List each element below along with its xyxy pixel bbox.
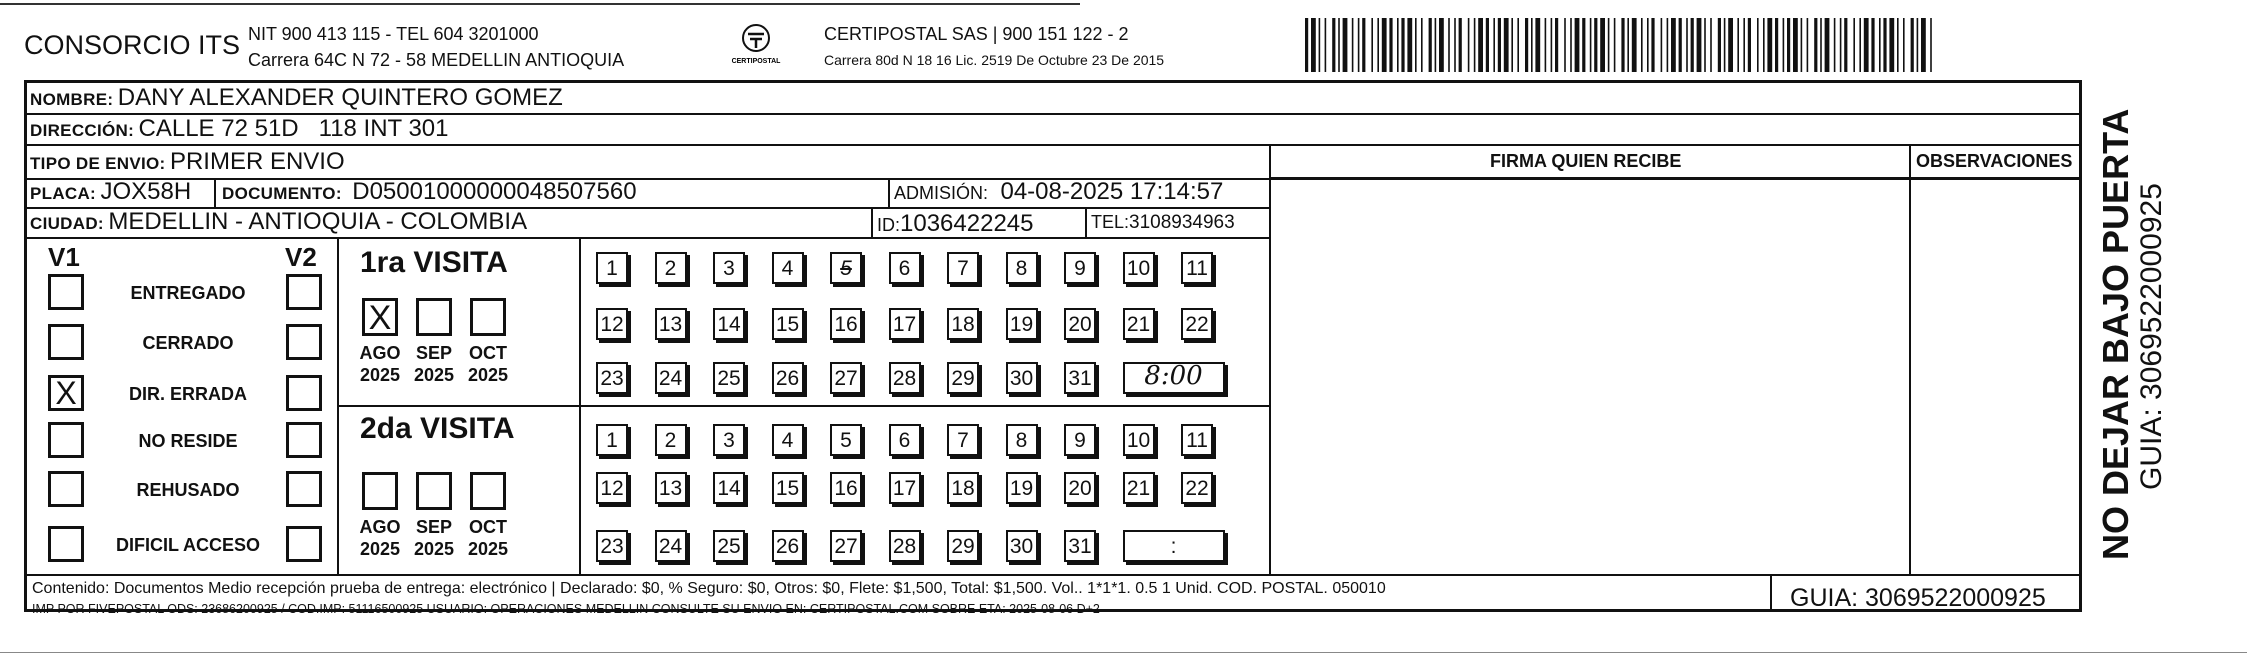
barcode-bar [1763,18,1765,72]
day-box[interactable]: 22 [1181,308,1213,340]
v1-label: V1 [48,242,80,272]
year-label: 2025 [467,365,509,385]
day-box[interactable]: 9 [1064,252,1096,284]
status-label: DIR. ERRADA [128,384,247,404]
barcode-bar [1814,18,1817,72]
barcode-bar [1608,18,1610,72]
barcode-bar [1511,18,1513,72]
month-checkbox[interactable] [416,298,452,336]
day-box[interactable]: 9 [1064,424,1096,456]
barcode-bar [1371,18,1373,72]
barcode-bar [1382,18,1387,72]
barcode-bar [1686,18,1688,72]
barcode-bar [1757,18,1759,72]
day-box[interactable]: 3 [713,252,745,284]
barcode-bar [1377,18,1379,72]
day-box[interactable]: 24 [655,530,687,562]
v1-checkbox[interactable] [48,471,84,507]
barcode-bar [1679,18,1682,72]
day-box[interactable]: 12 [596,472,628,504]
barcode-bar [1840,18,1842,72]
certipostal-logo [726,22,786,70]
day-box[interactable]: 6 [889,252,921,284]
v1-checkbox[interactable] [48,526,84,562]
v2-checkbox[interactable] [286,375,322,411]
day-box[interactable]: 31 [1064,530,1096,562]
tel-value: 3108934963 [1129,212,1235,233]
time-box[interactable]: 8:00 [1123,362,1225,394]
day-box[interactable]: 15 [772,308,804,340]
day-box[interactable]: 12 [596,308,628,340]
day-box[interactable]: 16 [830,308,862,340]
observaciones-header: OBSERVACIONES [1916,151,2073,171]
day-box[interactable]: 4 [772,252,804,284]
barcode-bar [1871,18,1874,72]
barcode-bar [1801,18,1803,72]
day-box[interactable]: 17 [889,308,921,340]
barcode-bar [1743,18,1745,72]
day-box[interactable]: 1 [596,424,628,456]
day-box[interactable]: 31 [1064,362,1096,394]
v1-checkbox[interactable] [48,422,84,458]
ciudad-label: CIUDAD: [30,214,104,233]
day-box[interactable]: 4 [772,424,804,456]
barcode-bar [1930,18,1932,72]
day-box[interactable]: 23 [596,362,628,394]
tipo-envio: PRIMER ENVIO [169,148,345,175]
side-warning: NO DEJAR BAJO PUERTA [2095,108,2136,560]
day-box[interactable]: 10 [1123,252,1155,284]
day-box[interactable]: 10 [1123,424,1155,456]
day-box[interactable]: 21 [1123,472,1155,504]
barcode-bar [1531,18,1533,72]
barcode-bar [1671,18,1676,72]
barcode-bar [1864,18,1869,72]
day-box[interactable]: 20 [1064,308,1096,340]
day-box[interactable]: 24 [655,362,687,394]
carrier-address: Carrera 80d N 18 16 Lic. 2519 De Octubre 23 De 2015 [824,52,1165,68]
v2-checkbox[interactable] [286,274,322,310]
barcode-bar [1486,18,1489,72]
year-label: 2025 [413,539,455,559]
top-cut-line [0,3,1080,5]
barcode-bar [1697,18,1702,72]
bottom-cut-line [0,652,2247,653]
barcode-bar [1897,18,1899,72]
day-box[interactable]: 19 [1006,472,1038,504]
barcode-bar [1820,18,1822,72]
id-label: ID: [877,215,901,235]
month-checkbox[interactable] [470,298,506,336]
day-box[interactable]: 22 [1181,472,1213,504]
barcode-bar [1825,18,1830,72]
nombre-label: NOMBRE: [30,90,114,109]
barcode-bar [1661,18,1663,72]
barcode-bar [1647,18,1649,72]
barcode-bar [1704,18,1706,72]
day-box[interactable]: 18 [947,472,979,504]
month-checkbox[interactable]: X [362,298,398,336]
barcode-bar [1724,18,1726,72]
day-box[interactable]: 14 [713,472,745,504]
barcode-bar [1600,18,1605,72]
barcode-bar [1614,18,1616,72]
barcode-bar [1311,18,1316,72]
company-name: CONSORCIO ITS [24,30,241,60]
day-box[interactable]: 8 [1006,252,1038,284]
barcode-bar [1555,18,1558,72]
status-label: NO RESIDE [138,431,238,451]
day-box[interactable]: 5 [830,252,862,284]
day-box[interactable]: 7 [947,252,979,284]
barcode-bar [1632,18,1637,72]
barcode-bar [1903,18,1905,72]
day-box[interactable]: 27 [830,362,862,394]
month-label: SEP [415,343,453,363]
v1-checkbox[interactable] [48,274,84,310]
day-box[interactable]: 25 [713,530,745,562]
barcode [1305,18,1935,72]
day-box[interactable]: 16 [830,472,862,504]
year-label: 2025 [467,539,509,559]
barcode-bar [1305,18,1308,72]
barcode-bar [1407,18,1412,72]
barcode-bar [1570,18,1572,72]
month-checkbox[interactable] [470,472,506,510]
barcode-bar [1911,18,1914,72]
company-address: Carrera 64C N 72 - 58 MEDELLIN ANTIOQUIA [248,50,625,70]
barcode-bar [1641,18,1643,72]
day-box[interactable]: 27 [830,530,862,562]
month-label: OCT [469,343,507,363]
barcode-bar [1319,18,1321,72]
status-label: REHUSADO [136,480,240,500]
barcode-bar [1748,18,1751,72]
v1-checkbox[interactable] [48,324,84,360]
barcode-bar [1397,18,1399,72]
barcode-bar [1504,18,1509,72]
barcode-bar [1362,18,1365,72]
barcode-bar [1325,18,1327,72]
barcode-bar [1435,18,1437,72]
day-box[interactable]: 23 [596,530,628,562]
barcode-bar [1343,18,1348,72]
barcode-bar [1834,18,1836,72]
month-label: AGO [359,343,401,363]
barcode-bar [1767,18,1772,72]
day-box[interactable]: 3 [713,424,745,456]
day-box[interactable]: 14 [713,308,745,340]
barcode-bar [1459,18,1462,72]
month-checkbox[interactable] [362,472,398,510]
barcode-bar [1783,18,1785,72]
barcode-bar [1787,18,1790,72]
barcode-bar [1728,18,1733,72]
barcode-bar [1551,18,1553,72]
day-box[interactable]: 5 [830,424,862,456]
day-box[interactable]: 28 [889,530,921,562]
documento-value: D05001000000048507560 [352,178,637,205]
v2-checkbox[interactable] [286,422,322,458]
visit2-title: 2da VISITA [360,412,515,445]
time-box[interactable]: : [1123,530,1225,562]
barcode-bar [1575,18,1580,72]
month-checkbox[interactable] [416,472,452,510]
v2-checkbox[interactable] [286,471,322,507]
documento-label: DOCUMENTO: [222,184,342,203]
v2-label: V2 [285,242,317,272]
placa-value: JOX58H [100,178,192,205]
barcode-bar [1421,18,1423,72]
month-label: SEP [415,517,453,537]
footer-guia: GUIA: 3069522000925 [1790,584,2046,612]
barcode-bar [1454,18,1456,72]
barcode-bar [1564,18,1566,72]
day-box[interactable]: 11 [1181,424,1213,456]
barcode-bar [1493,18,1495,72]
day-box[interactable]: 30 [1006,530,1038,562]
barcode-bar [1535,18,1540,72]
logo-text: CERTIPOSTAL [731,58,781,65]
barcode-bar [1389,18,1392,72]
day-box[interactable]: 7 [947,424,979,456]
barcode-bar [1429,18,1432,72]
day-box[interactable]: 25 [713,362,745,394]
recipient-name: DANY ALEXANDER QUINTERO GOMEZ [117,84,563,111]
day-box[interactable]: 30 [1006,362,1038,394]
barcode-bar [1917,18,1919,72]
year-label: 2025 [359,365,401,385]
direccion-label: DIRECCIÓN: [30,121,135,140]
side-guia: GUIA: 3069522000925 [2135,183,2168,490]
barcode-bar [1921,18,1926,72]
barcode-bar [1710,18,1712,72]
carrier-name: CERTIPOSTAL SAS | 900 151 122 - 2 [824,24,1129,44]
barcode-bar [1594,18,1597,72]
barcode-bar [1879,18,1881,72]
day-box[interactable]: 29 [947,362,979,394]
day-box[interactable]: 2 [655,424,687,456]
day-box[interactable]: 17 [889,472,921,504]
company-nit: NIT 900 413 115 - TEL 604 3201000 [248,24,539,44]
barcode-bar [1889,18,1894,72]
barcode-bar [1844,18,1847,72]
barcode-bar [1545,18,1547,72]
placa-label: PLACA: [30,184,97,203]
tipo-label: TIPO DE ENVIO: [30,154,166,173]
day-box[interactable]: 13 [655,308,687,340]
barcode-bar [1439,18,1444,72]
barcode-bar [1415,18,1417,72]
recipient-address: CALLE 72 51D 118 INT 301 [138,115,449,142]
status-label: DIFICIL ACCESO [115,535,260,555]
barcode-bar [1478,18,1483,72]
day-box[interactable]: 6 [889,424,921,456]
day-box[interactable]: 18 [947,308,979,340]
day-box[interactable]: 15 [772,472,804,504]
day-box[interactable]: 1 [596,252,628,284]
v1-checkbox[interactable]: X [48,375,84,411]
v2-checkbox[interactable] [286,526,322,562]
day-box[interactable]: 8 [1006,424,1038,456]
barcode-bar [1883,18,1886,72]
barcode-bar [1525,18,1528,72]
barcode-bar [1621,18,1624,72]
barcode-bar [1517,18,1519,72]
barcode-bar [1332,18,1335,72]
admision-value: 04-08-2025 17:14:57 [1000,178,1224,205]
barcode-bar [1582,18,1585,72]
year-label: 2025 [359,539,401,559]
day-box[interactable]: 2 [655,252,687,284]
v2-checkbox[interactable] [286,324,322,360]
month-label: OCT [469,517,507,537]
ciudad-value: MEDELLIN - ANTIOQUIA - COLOMBIA [108,208,528,235]
barcode-bar [1590,18,1592,72]
day-box[interactable]: 19 [1006,308,1038,340]
barcode-bar [1448,18,1450,72]
barcode-bar [1651,18,1654,72]
barcode-bar [1498,18,1501,72]
admision-label: ADMISIÓN: [894,183,989,203]
month-label: AGO [359,517,401,537]
barcode-bar [1691,18,1694,72]
barcode-bar [1793,18,1798,72]
barcode-bar [1667,18,1669,72]
footer-imp: IMP POR FIVEPOSTAL ODS: 23686200925 / COD.IMP: 51116500925 USUARIO: OPERACIONES MEDELLIN CONSULTE SU ENVIO EN: CERTIPOSTAL.COM SOBRE ETA: 2025-08-06 D+2 [32,602,1100,616]
barcode-bar [1401,18,1404,72]
day-box[interactable]: 13 [655,472,687,504]
barcode-bar [1627,18,1629,72]
day-box[interactable]: 21 [1123,308,1155,340]
barcode-bar [1859,18,1861,72]
day-box[interactable]: 11 [1181,252,1213,284]
barcode-bar [1358,18,1360,72]
id-value: 1036422245 [900,210,1034,237]
firma-header: FIRMA QUIEN RECIBE [1490,151,1682,171]
barcode-bar [1737,18,1739,72]
day-box[interactable]: 28 [889,362,921,394]
barcode-bar [1468,18,1470,72]
visit1-title: 1ra VISITA [360,246,508,279]
year-label: 2025 [413,365,455,385]
barcode-bar [1853,18,1855,72]
barcode-bar [1338,18,1340,72]
day-box[interactable]: 26 [772,362,804,394]
tel-label: TEL: [1091,212,1130,232]
barcode-bar [1775,18,1778,72]
barcode-bar [1718,18,1721,72]
status-label: ENTREGADO [130,283,246,303]
barcode-bar [1352,18,1354,72]
barcode-bar [1474,18,1476,72]
status-label: CERRADO [142,333,234,353]
footer-contenido: Contenido: Documentos Medio recepción prueba de entrega: electrónico | Declarado: $0, % Seguro: $0, Otros: $0, Flete: $1,500, Total: $1,500. Vol.. 1*1*1. 0.5 1 Unid. COD. POSTAL. 050010 [32,580,1386,597]
day-box[interactable]: 26 [772,530,804,562]
day-box[interactable]: 20 [1064,472,1096,504]
day-box[interactable]: 29 [947,530,979,562]
barcode-bar [1807,18,1809,72]
